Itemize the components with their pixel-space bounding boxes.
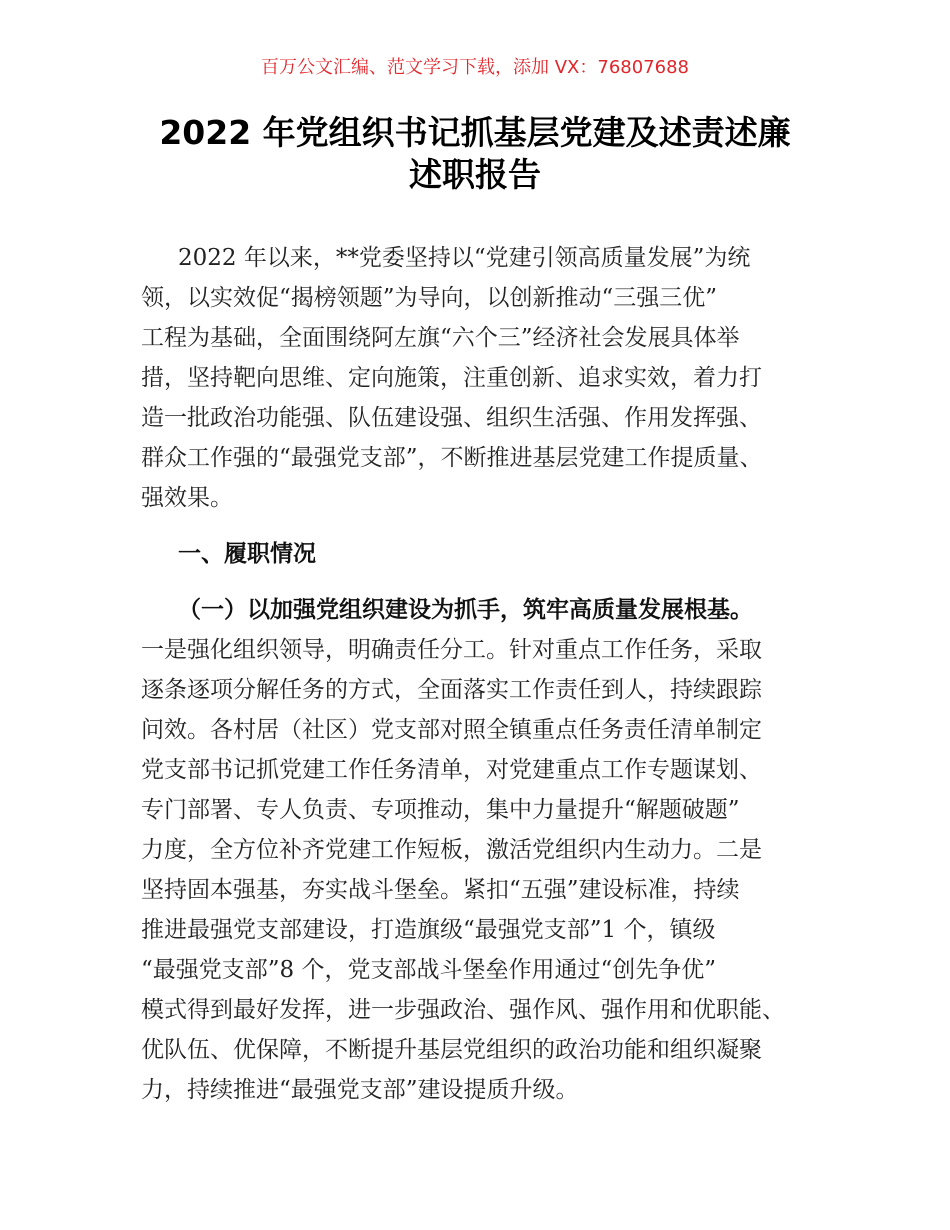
text-line: 逐条逐项分解任务的方式，全面落实工作责任到人，持续跟踪: [141, 677, 762, 703]
section-heading: 一、履职情况: [178, 541, 316, 567]
text-line: 领，以实效促“揭榜领题”为导向，以创新推动“三强三优”: [141, 285, 718, 311]
text-line: 模式得到最好发挥，进一步强政治、强作风、强作用和优职能、: [141, 997, 785, 1023]
text-line: 力度，全方位补齐党建工作短板，激活党组织内生动力。二是: [141, 837, 762, 863]
text-line: 措，坚持靶向思维、定向施策，注重创新、追求实效，着力打: [141, 365, 762, 391]
text-line: 2022 年以来，**党委坚持以“党建引领高质量发展”为统: [178, 245, 751, 271]
subsection-paragraph: [141, 630, 841, 1110]
text-line: 党支部书记抓党建工作任务清单，对党建重点工作专题谋划、: [141, 757, 762, 783]
document-title: [0, 112, 950, 196]
title-line-2: 述职报告: [409, 155, 541, 194]
text-line: 推进最强党支部建设，打造旗级“最强党支部”1 个，镇级: [141, 917, 716, 943]
text-line: 工程为基础，全面围绕阿左旗“六个三”经济社会发展具体举: [141, 325, 740, 351]
watermark-banner: 百万公文汇编、范文学习下载，添加 VX：76807688: [261, 57, 689, 78]
text-line: 优队伍、优保障，不断提升基层党组织的政治功能和组织凝聚: [141, 1037, 762, 1063]
text-line: 一是强化组织领导，明确责任分工。针对重点工作任务，采取: [141, 637, 762, 663]
intro-paragraph: [141, 238, 841, 518]
text-line: 问效。各村居（社区）党支部对照全镇重点任务责任清单制定: [141, 717, 762, 743]
text-line: 专门部署、专人负责、专项推动，集中力量提升“解题破题”: [141, 797, 740, 823]
subsection-heading: （一）以加强党组织建设为抓手，筑牢高质量发展根基。: [178, 597, 753, 623]
text-line: 坚持固本强基，夯实战斗堡垒。紧扣“五强”建设标准，持续: [141, 877, 740, 903]
text-line: “最强党支部”8 个，党支部战斗堡垒作用通过“创先争优”: [141, 957, 716, 983]
text-line: 群众工作强的“最强党支部”，不断推进基层党建工作提质量、: [141, 445, 763, 471]
title-line-1: 2022 年党组织书记抓基层党建及述责述廉: [159, 113, 791, 152]
document-body: [141, 238, 841, 1110]
text-line: 力，持续推进“最强党支部”建设提质升级。: [141, 1077, 579, 1103]
text-line: 强效果。: [141, 485, 233, 511]
text-line: 造一批政治功能强、队伍建设强、组织生活强、作用发挥强、: [141, 405, 762, 431]
